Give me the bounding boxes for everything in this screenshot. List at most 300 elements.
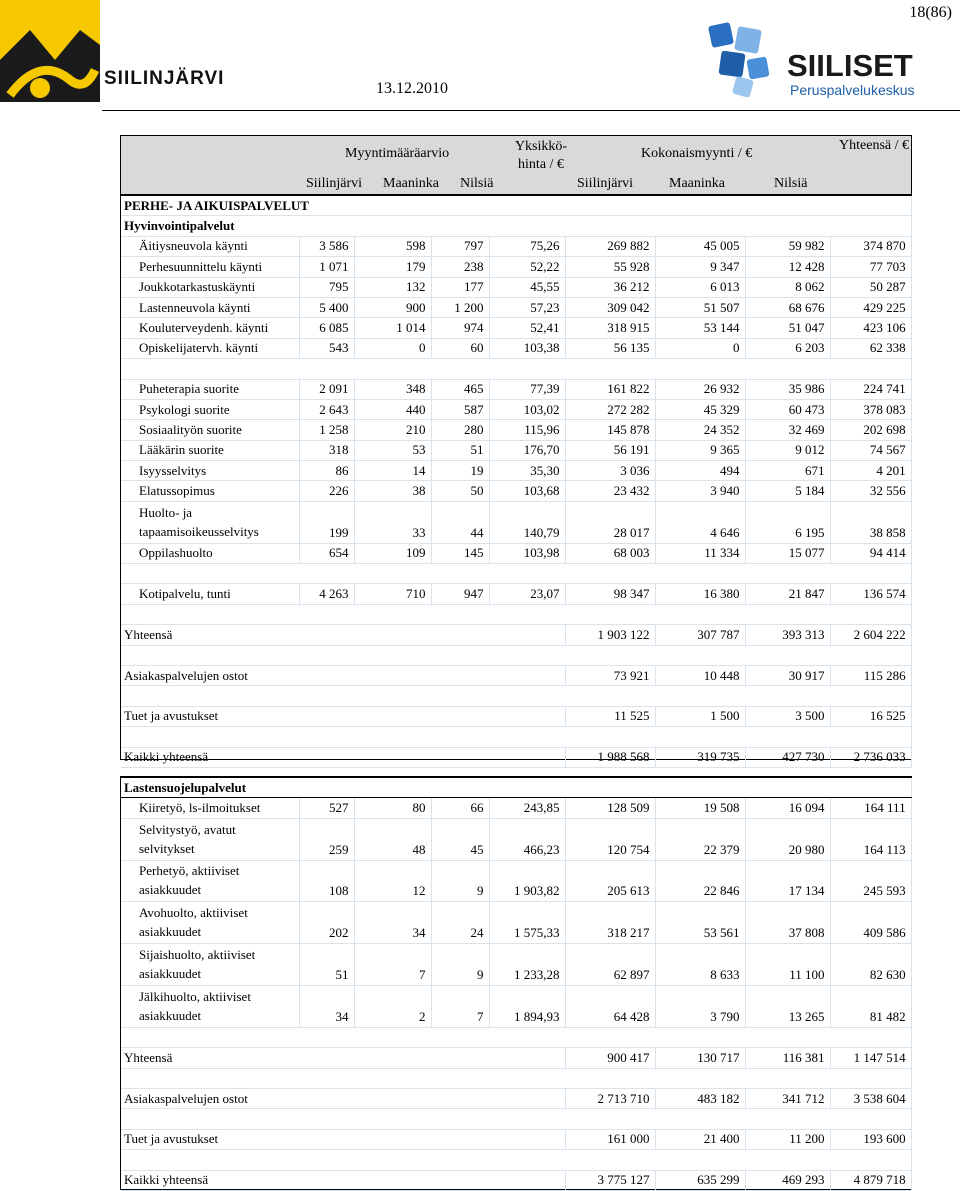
row-label: Puheterapia suorite — [121, 379, 299, 399]
cell: 245 593 — [830, 860, 911, 902]
total-cell: 307 787 — [655, 625, 745, 645]
table-row — [121, 338, 911, 358]
cell: 145 — [431, 543, 489, 563]
cell: 103,02 — [489, 399, 565, 419]
spacer — [121, 1109, 911, 1129]
total-cell: 11 200 — [745, 1129, 830, 1149]
cell: 11 334 — [655, 543, 745, 563]
cell: 947 — [431, 584, 489, 604]
row-label-line1: Jälkihuolto, aktiiviset — [139, 988, 251, 1004]
cell: 20 980 — [745, 818, 830, 860]
cell: 6 203 — [745, 338, 830, 358]
total-cell: 427 730 — [745, 747, 830, 767]
row-label: Isyysselvitys — [121, 461, 299, 481]
siiliset-logo-subtitle: Peruspalvelukeskus — [790, 82, 915, 98]
spacer — [121, 727, 911, 747]
total-cell: 1 988 568 — [565, 747, 655, 767]
cell: 22 379 — [655, 818, 745, 860]
cell: 45 005 — [655, 236, 745, 256]
total-label: Tuet ja avustukset — [121, 706, 565, 726]
cell: 37 808 — [745, 902, 830, 944]
cell: 77 703 — [830, 257, 911, 277]
spacer — [121, 1068, 911, 1088]
cell: 494 — [655, 461, 745, 481]
cell: 226 — [299, 481, 354, 501]
row-label-line2: asiakkuudet — [139, 965, 202, 981]
cell: 36 212 — [565, 277, 655, 297]
row-label — [121, 985, 299, 1027]
cell: 1 200 — [431, 297, 489, 317]
total-label: Kaikki yhteensä — [121, 747, 565, 767]
cell: 34 — [299, 985, 354, 1027]
total-cell: 16 525 — [830, 706, 911, 726]
cell: 1 903,82 — [489, 860, 565, 902]
table-row — [121, 1088, 911, 1108]
table-row — [121, 944, 911, 986]
total-cell: 2 713 710 — [565, 1088, 655, 1108]
cell: 52,22 — [489, 257, 565, 277]
cell: 56 191 — [565, 440, 655, 460]
total-label: Kaikki yhteensä — [121, 1170, 565, 1190]
cell: 75,26 — [489, 236, 565, 256]
header-yhteensa: Yhteensä / € — [839, 138, 909, 153]
table-row — [121, 399, 911, 419]
cell: 103,38 — [489, 338, 565, 358]
cell: 9 347 — [655, 257, 745, 277]
section1-group-a — [121, 236, 911, 358]
cell: 81 482 — [830, 985, 911, 1027]
row-label-line1: Huolto- ja — [139, 504, 193, 520]
cell: 109 — [354, 543, 431, 563]
total-cell: 193 600 — [830, 1129, 911, 1149]
cell: 38 858 — [830, 501, 911, 543]
cell: 9 012 — [745, 440, 830, 460]
cell: 6 195 — [745, 501, 830, 543]
row-label — [121, 818, 299, 860]
cell: 62 338 — [830, 338, 911, 358]
total-label: Asiakaspalvelujen ostot — [121, 1088, 565, 1108]
cell: 60 — [431, 338, 489, 358]
cell: 33 — [354, 501, 431, 543]
cell: 103,98 — [489, 543, 565, 563]
row-label: Opiskelijatervh. käynti — [121, 338, 299, 358]
cell: 51 047 — [745, 318, 830, 338]
total-cell: 11 525 — [565, 706, 655, 726]
row-label-line2: asiakkuudet — [139, 882, 202, 898]
cell: 0 — [655, 338, 745, 358]
cell: 45,55 — [489, 277, 565, 297]
total-label: Yhteensä — [121, 625, 565, 645]
total-cell: 2 736 033 — [830, 747, 911, 767]
cell: 161 822 — [565, 379, 655, 399]
siilinjarvi-logo-mark — [0, 0, 100, 102]
cell: 132 — [354, 277, 431, 297]
cell: 598 — [354, 236, 431, 256]
document-date: 13.12.2010 — [376, 80, 448, 97]
cell: 120 754 — [565, 818, 655, 860]
row-label-line2: asiakkuudet — [139, 924, 202, 940]
cell: 12 428 — [745, 257, 830, 277]
table-row — [121, 277, 911, 297]
cell: 259 — [299, 818, 354, 860]
row-label-line1: Sijaishuolto, aktiiviset — [139, 946, 256, 962]
cell: 14 — [354, 461, 431, 481]
header-rule — [102, 110, 960, 111]
table-row — [121, 1150, 911, 1170]
cell: 374 870 — [830, 236, 911, 256]
spacer — [121, 645, 911, 665]
cell: 224 741 — [830, 379, 911, 399]
table-row — [121, 818, 911, 860]
cell: 53 — [354, 440, 431, 460]
cell: 1 894,93 — [489, 985, 565, 1027]
cell: 6 013 — [655, 277, 745, 297]
section1-title: PERHE- JA AIKUISPALVELUT — [121, 196, 911, 216]
table-row — [121, 1068, 911, 1088]
table-row — [121, 860, 911, 902]
cell: 238 — [431, 257, 489, 277]
header-sub-maaninka: Maaninka — [383, 176, 439, 191]
cell: 128 509 — [565, 798, 655, 818]
cell: 115,96 — [489, 420, 565, 440]
header-yksikkohinta: Yksikkö- hinta / € — [514, 139, 568, 172]
cell: 1 575,33 — [489, 902, 565, 944]
row-label: Kiiretyö, ls-ilmoitukset — [121, 798, 299, 818]
cell: 4 201 — [830, 461, 911, 481]
spacer — [121, 686, 911, 706]
spacer — [121, 1027, 911, 1047]
section2-table — [121, 778, 912, 1191]
cell: 51 — [431, 440, 489, 460]
cell: 269 882 — [565, 236, 655, 256]
header-sub-maaninka-2: Maaninka — [669, 176, 725, 191]
cell: 59 982 — [745, 236, 830, 256]
table-row — [121, 318, 911, 338]
cell: 26 932 — [655, 379, 745, 399]
cell: 318 — [299, 440, 354, 460]
cell: 19 — [431, 461, 489, 481]
cell: 4 646 — [655, 501, 745, 543]
row-label: Joukkotarkastuskäynti — [121, 277, 299, 297]
total-cell: 161 000 — [565, 1129, 655, 1149]
cell: 16 380 — [655, 584, 745, 604]
cell: 35 986 — [745, 379, 830, 399]
cell: 3 940 — [655, 481, 745, 501]
cell: 80 — [354, 798, 431, 818]
cell: 13 265 — [745, 985, 830, 1027]
table-row — [121, 747, 911, 767]
total-cell: 30 917 — [745, 666, 830, 686]
cell: 57,23 — [489, 297, 565, 317]
section-perhe-aikuispalvelut — [120, 135, 912, 765]
cell: 2 091 — [299, 379, 354, 399]
cell: 5 184 — [745, 481, 830, 501]
row-label: Oppilashuolto — [121, 543, 299, 563]
total-cell: 10 448 — [655, 666, 745, 686]
total-cell: 469 293 — [745, 1170, 830, 1190]
table-header — [121, 136, 911, 194]
cell: 429 225 — [830, 297, 911, 317]
cell: 66 — [431, 798, 489, 818]
cell: 60 473 — [745, 399, 830, 419]
section1-oppilas — [121, 543, 911, 563]
cell: 1 014 — [354, 318, 431, 338]
total-cell: 3 538 604 — [830, 1088, 911, 1108]
cell: 53 144 — [655, 318, 745, 338]
total-label: Tuet ja avustukset — [121, 1129, 565, 1149]
table-row — [121, 645, 911, 665]
cell: 2 — [354, 985, 431, 1027]
cell: 51 — [299, 944, 354, 986]
cell: 35,30 — [489, 461, 565, 481]
siilinjarvi-logo-text: SIILINJÄRVI — [104, 68, 225, 89]
cell: 210 — [354, 420, 431, 440]
table-row — [121, 1048, 911, 1068]
cell: 710 — [354, 584, 431, 604]
cell: 1 258 — [299, 420, 354, 440]
section1-subtitle: Hyvinvointipalvelut — [121, 216, 911, 236]
cell: 103,68 — [489, 481, 565, 501]
cell: 176,70 — [489, 440, 565, 460]
table-row — [121, 1109, 911, 1129]
row-label: Elatussopimus — [121, 481, 299, 501]
cell: 68 676 — [745, 297, 830, 317]
header-myyntimaara: Myyntimääräarvio — [345, 146, 450, 161]
cell: 205 613 — [565, 860, 655, 902]
cell: 318 217 — [565, 902, 655, 944]
table-row — [121, 902, 911, 944]
cell: 94 414 — [830, 543, 911, 563]
section1-totals — [121, 604, 911, 767]
cell: 900 — [354, 297, 431, 317]
section-lastensuojelupalvelut — [120, 776, 912, 1190]
cell: 68 003 — [565, 543, 655, 563]
cell: 28 017 — [565, 501, 655, 543]
cell: 108 — [299, 860, 354, 902]
total-cell: 1 147 514 — [830, 1048, 911, 1068]
cell: 24 — [431, 902, 489, 944]
total-label: Asiakaspalvelujen ostot — [121, 666, 565, 686]
section2-title: Lastensuojelupalvelut — [121, 778, 911, 798]
cell: 50 287 — [830, 277, 911, 297]
cell: 23 432 — [565, 481, 655, 501]
table-row — [121, 461, 911, 481]
cell: 440 — [354, 399, 431, 419]
cell: 22 846 — [655, 860, 745, 902]
row-label-line2: tapaamisoikeusselvitys — [139, 523, 259, 539]
table-row — [121, 727, 911, 747]
row-label: Lastenneuvola käynti — [121, 297, 299, 317]
header-sub-nilsia-2: Nilsiä — [774, 176, 808, 191]
row-label: Lääkärin suorite — [121, 440, 299, 460]
total-cell: 635 299 — [655, 1170, 745, 1190]
row-label: Äitiysneuvola käynti — [121, 236, 299, 256]
cell: 17 134 — [745, 860, 830, 902]
cell: 6 085 — [299, 318, 354, 338]
table-row — [121, 379, 911, 399]
table-row — [121, 236, 911, 256]
total-cell: 116 381 — [745, 1048, 830, 1068]
cell: 465 — [431, 379, 489, 399]
section2-totals — [121, 1027, 911, 1190]
cell: 5 400 — [299, 297, 354, 317]
total-cell: 130 717 — [655, 1048, 745, 1068]
header-sub-nilsia: Nilsiä — [460, 176, 494, 191]
section2-rows — [121, 818, 911, 1027]
table-row — [121, 1170, 911, 1190]
row-label-line1: Perhetyö, aktiiviset — [139, 863, 240, 879]
cell: 77,39 — [489, 379, 565, 399]
total-cell: 2 604 222 — [830, 625, 911, 645]
total-cell: 900 417 — [565, 1048, 655, 1068]
total-cell: 393 313 — [745, 625, 830, 645]
cell: 974 — [431, 318, 489, 338]
table-row — [121, 985, 911, 1027]
table-row — [121, 1129, 911, 1149]
header-sub-siilinjarvi-2: Siilinjärvi — [577, 176, 633, 191]
cell: 16 094 — [745, 798, 830, 818]
total-cell: 115 286 — [830, 666, 911, 686]
table-row — [121, 481, 911, 501]
row-label: Kotipalvelu, tunti — [121, 584, 299, 604]
row-label: Kouluterveydenh. käynti — [121, 318, 299, 338]
cell: 543 — [299, 338, 354, 358]
section1-koti — [121, 584, 911, 604]
cell: 318 915 — [565, 318, 655, 338]
cell: 15 077 — [745, 543, 830, 563]
spacer — [121, 604, 911, 624]
cell: 11 100 — [745, 944, 830, 986]
table-row — [121, 625, 911, 645]
cell: 9 — [431, 944, 489, 986]
total-cell: 483 182 — [655, 1088, 745, 1108]
spacer — [121, 1150, 911, 1170]
table-row — [121, 798, 911, 818]
total-cell: 3 775 127 — [565, 1170, 655, 1190]
cell: 1 071 — [299, 257, 354, 277]
section2-first — [121, 798, 911, 818]
row-label: Perhesuunnittelu käynti — [121, 257, 299, 277]
cell: 52,41 — [489, 318, 565, 338]
cell: 4 263 — [299, 584, 354, 604]
cell: 74 567 — [830, 440, 911, 460]
cell: 32 556 — [830, 481, 911, 501]
cell: 55 928 — [565, 257, 655, 277]
page-number: 18(86) — [909, 4, 952, 21]
cell: 23,07 — [489, 584, 565, 604]
cell: 86 — [299, 461, 354, 481]
cell: 50 — [431, 481, 489, 501]
row-label: Sosiaalityön suorite — [121, 420, 299, 440]
cell: 423 106 — [830, 318, 911, 338]
cell: 8 633 — [655, 944, 745, 986]
table-row — [121, 686, 911, 706]
cell: 44 — [431, 501, 489, 543]
cell: 64 428 — [565, 985, 655, 1027]
cell: 12 — [354, 860, 431, 902]
cell: 62 897 — [565, 944, 655, 986]
cell: 82 630 — [830, 944, 911, 986]
table-row — [121, 543, 911, 563]
row-label: Psykologi suorite — [121, 399, 299, 419]
total-cell: 341 712 — [745, 1088, 830, 1108]
table-row — [121, 706, 911, 726]
table-row — [121, 440, 911, 460]
section1-table — [121, 196, 912, 768]
total-cell: 1 500 — [655, 706, 745, 726]
cell: 1 233,28 — [489, 944, 565, 986]
cell: 48 — [354, 818, 431, 860]
cell: 795 — [299, 277, 354, 297]
cell: 45 — [431, 818, 489, 860]
cell: 348 — [354, 379, 431, 399]
total-cell: 73 921 — [565, 666, 655, 686]
cell: 51 507 — [655, 297, 745, 317]
row-label — [121, 860, 299, 902]
cell: 527 — [299, 798, 354, 818]
table-row — [121, 257, 911, 277]
table-row — [121, 420, 911, 440]
cell: 202 — [299, 902, 354, 944]
cell: 654 — [299, 543, 354, 563]
cell: 45 329 — [655, 399, 745, 419]
cell: 24 352 — [655, 420, 745, 440]
total-cell: 21 400 — [655, 1129, 745, 1149]
row-label — [121, 501, 299, 543]
table-row — [121, 666, 911, 686]
cell: 21 847 — [745, 584, 830, 604]
cell: 164 111 — [830, 798, 911, 818]
total-cell: 319 735 — [655, 747, 745, 767]
cell: 3 586 — [299, 236, 354, 256]
cell: 243,85 — [489, 798, 565, 818]
cell: 19 508 — [655, 798, 745, 818]
cell: 2 643 — [299, 399, 354, 419]
cell: 179 — [354, 257, 431, 277]
table-row — [121, 1027, 911, 1047]
cell: 9 — [431, 860, 489, 902]
cell: 32 469 — [745, 420, 830, 440]
cell: 797 — [431, 236, 489, 256]
cell: 409 586 — [830, 902, 911, 944]
cell: 136 574 — [830, 584, 911, 604]
cell: 3 036 — [565, 461, 655, 481]
cell: 309 042 — [565, 297, 655, 317]
cell: 9 365 — [655, 440, 745, 460]
cell: 587 — [431, 399, 489, 419]
row-label-line2: selvitykset — [139, 840, 195, 856]
cell: 38 — [354, 481, 431, 501]
cell: 8 062 — [745, 277, 830, 297]
cell: 0 — [354, 338, 431, 358]
cell: 7 — [354, 944, 431, 986]
siiliset-logo-mark — [708, 20, 788, 100]
total-cell: 4 879 718 — [830, 1170, 911, 1190]
table-row — [121, 604, 911, 624]
row-label — [121, 944, 299, 986]
row-label-line1: Avohuolto, aktiiviset — [139, 905, 248, 921]
total-cell: 3 500 — [745, 706, 830, 726]
cell: 177 — [431, 277, 489, 297]
row-label-line2: asiakkuudet — [139, 1007, 202, 1023]
table-row — [121, 501, 911, 543]
cell: 272 282 — [565, 399, 655, 419]
cell: 34 — [354, 902, 431, 944]
table-row — [121, 584, 911, 604]
header-sub-siilinjarvi: Siilinjärvi — [306, 176, 362, 191]
header-kokonaismyynti: Kokonaismyynti / € — [641, 146, 753, 161]
cell: 199 — [299, 501, 354, 543]
